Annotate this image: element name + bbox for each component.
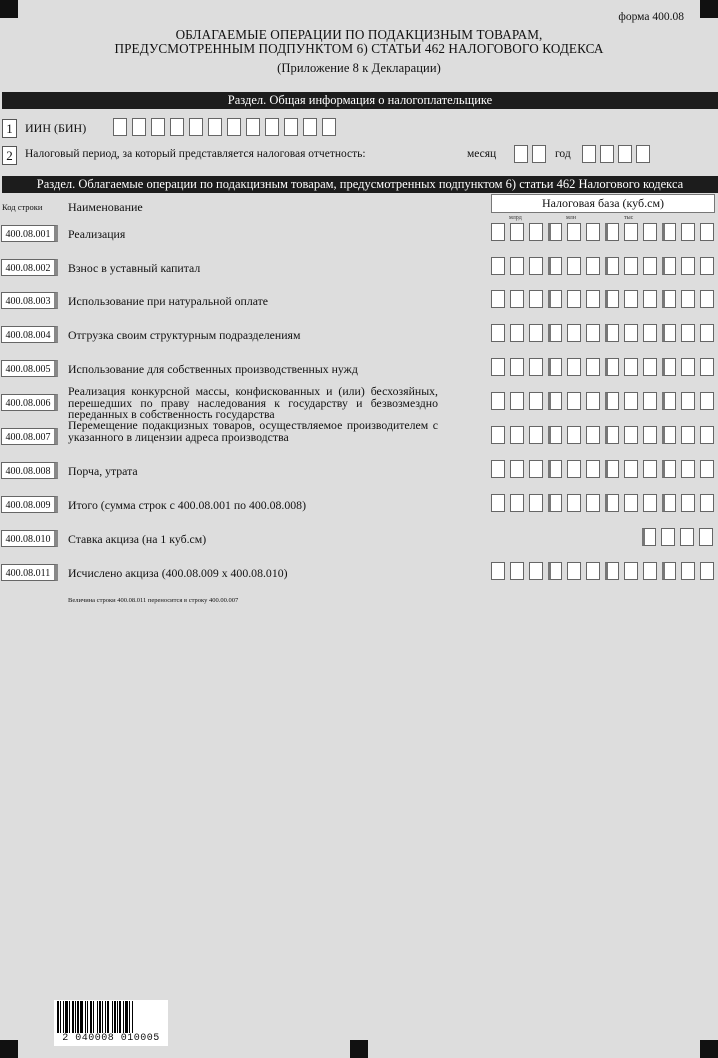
digit-cell[interactable] xyxy=(643,358,657,376)
digit-cell[interactable] xyxy=(529,392,543,410)
digit-cell[interactable] xyxy=(491,257,505,275)
barcode-bar xyxy=(117,1001,118,1033)
digit-cell[interactable] xyxy=(548,426,562,444)
form-title-line2: ПРЕДУСМОТРЕННЫМ ПОДПУНКТОМ 6) СТАТЬИ 462 НАЛОГОВОГО КОДЕКСА xyxy=(114,41,604,56)
digit-cell[interactable] xyxy=(586,562,600,580)
digit-cell[interactable] xyxy=(624,358,638,376)
row-label: Итого (сумма строк с 400.08.001 по 400.08.008) xyxy=(68,498,307,512)
digit-cell[interactable] xyxy=(662,426,676,444)
registration-mark xyxy=(700,0,718,18)
digit-cell[interactable] xyxy=(662,392,676,410)
digit-cell[interactable] xyxy=(662,494,676,512)
digit-cell[interactable] xyxy=(605,392,619,410)
digit-cell[interactable] xyxy=(700,358,714,376)
digit-cell[interactable] xyxy=(322,118,336,136)
digit-cell[interactable] xyxy=(643,460,657,478)
digit-cell[interactable] xyxy=(548,358,562,376)
digit-cell[interactable] xyxy=(600,145,614,163)
digit-cell[interactable] xyxy=(643,223,657,241)
digit-cell[interactable] xyxy=(491,392,505,410)
digit-cell[interactable] xyxy=(643,562,657,580)
digit-cell[interactable] xyxy=(643,324,657,342)
form-subtitle: (Приложение 8 к Декларации) xyxy=(277,61,441,75)
digit-cell[interactable] xyxy=(643,392,657,410)
digit-cell[interactable] xyxy=(605,460,619,478)
digit-cell[interactable] xyxy=(662,324,676,342)
digit-cell[interactable] xyxy=(643,257,657,275)
section-header-operations: Раздел. Облагаемые операции по подакцизным товарам, предусмотренных подпунктом 6) статьи 462 Налогового кодекса xyxy=(2,176,718,193)
barcode-bar xyxy=(80,1001,83,1033)
digit-cell[interactable] xyxy=(510,494,524,512)
barcode-bar xyxy=(65,1001,68,1033)
row-label: Использование для собственных производственных нужд xyxy=(68,362,358,376)
digit-cell[interactable] xyxy=(618,145,632,163)
barcode xyxy=(54,1000,168,1046)
barcode-bar xyxy=(60,1001,61,1033)
row-code: 400.08.006 xyxy=(1,394,58,411)
digit-cell[interactable] xyxy=(265,118,279,136)
digit-cell[interactable] xyxy=(491,426,505,444)
digit-cell[interactable] xyxy=(662,358,676,376)
row-code: 400.08.003 xyxy=(1,292,58,309)
digit-cell[interactable] xyxy=(284,118,298,136)
barcode-bar xyxy=(107,1001,109,1033)
digit-cell[interactable] xyxy=(510,562,524,580)
barcode-bar xyxy=(72,1001,74,1033)
row-code: 400.08.005 xyxy=(1,360,58,377)
digit-cell[interactable] xyxy=(567,223,581,241)
digit-cell[interactable] xyxy=(491,494,505,512)
digit-cell[interactable] xyxy=(624,562,638,580)
digit-cell[interactable] xyxy=(643,494,657,512)
digit-cell[interactable] xyxy=(662,562,676,580)
digit-cell[interactable] xyxy=(529,494,543,512)
digit-cell[interactable] xyxy=(567,358,581,376)
digit-cell[interactable] xyxy=(491,358,505,376)
column-header-code: Код строки xyxy=(2,202,43,212)
digit-cell[interactable] xyxy=(113,118,127,136)
digit-cell[interactable] xyxy=(529,358,543,376)
digit-cell[interactable] xyxy=(700,290,714,308)
digit-cell[interactable] xyxy=(548,494,562,512)
digit-cell[interactable] xyxy=(681,460,695,478)
row-code: 400.08.004 xyxy=(1,326,58,343)
digit-cell[interactable] xyxy=(662,290,676,308)
digit-cell[interactable] xyxy=(681,257,695,275)
digit-cell[interactable] xyxy=(624,392,638,410)
digit-cell[interactable] xyxy=(624,257,638,275)
column-header-name: Наименование xyxy=(68,200,143,214)
digit-cell[interactable] xyxy=(586,257,600,275)
digit-cell[interactable] xyxy=(208,118,222,136)
digit-cell[interactable] xyxy=(567,562,581,580)
digit-cell[interactable] xyxy=(567,494,581,512)
digit-cell[interactable] xyxy=(510,460,524,478)
barcode-bar xyxy=(119,1001,121,1033)
digit-cell[interactable] xyxy=(510,392,524,410)
digit-cell[interactable] xyxy=(605,494,619,512)
digit-cell[interactable] xyxy=(605,324,619,342)
digit-cell[interactable] xyxy=(605,257,619,275)
digit-cell[interactable] xyxy=(529,460,543,478)
row-code: 400.08.007 xyxy=(1,428,58,445)
digit-cell[interactable] xyxy=(586,460,600,478)
digit-cell[interactable] xyxy=(510,324,524,342)
registration-mark xyxy=(0,1040,18,1058)
digit-cell[interactable] xyxy=(491,460,505,478)
digit-cell[interactable] xyxy=(548,223,562,241)
iin-label: ИИН (БИН) xyxy=(25,121,87,135)
digit-cell[interactable] xyxy=(548,460,562,478)
row-code: 400.08.009 xyxy=(1,496,58,513)
unit-label-thousand: тыс xyxy=(624,215,634,221)
column-header-tax-base: Налоговая база (куб.см) xyxy=(491,194,715,213)
digit-cell[interactable] xyxy=(567,324,581,342)
digit-cell[interactable] xyxy=(624,426,638,444)
digit-cell[interactable] xyxy=(548,290,562,308)
digit-cell[interactable] xyxy=(605,290,619,308)
barcode-bar xyxy=(97,1001,98,1033)
digit-cell[interactable] xyxy=(491,324,505,342)
digit-cell[interactable] xyxy=(151,118,165,136)
section-header-general: Раздел. Общая информация о налогоплательщике xyxy=(2,92,718,109)
digit-cell[interactable] xyxy=(681,324,695,342)
digit-cell[interactable] xyxy=(680,528,694,546)
digit-cell[interactable] xyxy=(567,257,581,275)
digit-cell[interactable] xyxy=(514,145,528,163)
digit-cell[interactable] xyxy=(510,223,524,241)
year-label: год xyxy=(555,148,571,160)
digit-cell[interactable] xyxy=(582,145,596,163)
row-label: Порча, утрата xyxy=(68,464,138,478)
digit-cell[interactable] xyxy=(586,358,600,376)
digit-cell[interactable] xyxy=(700,426,714,444)
digit-cell[interactable] xyxy=(624,290,638,308)
row-label: Исчислено акциза (400.08.009 х 400.08.010) xyxy=(68,566,288,580)
barcode-bar xyxy=(112,1001,113,1033)
barcode-bar xyxy=(114,1001,116,1033)
digit-cell[interactable] xyxy=(567,426,581,444)
barcode-bar xyxy=(77,1001,79,1033)
digit-cell[interactable] xyxy=(681,358,695,376)
digit-cell[interactable] xyxy=(510,290,524,308)
digit-cell[interactable] xyxy=(510,358,524,376)
digit-cell[interactable] xyxy=(586,290,600,308)
registration-mark xyxy=(0,0,18,18)
digit-cell[interactable] xyxy=(529,257,543,275)
row-code: 400.08.002 xyxy=(1,259,58,276)
barcode-bar xyxy=(57,1001,59,1033)
barcode-bar xyxy=(129,1001,130,1033)
barcode-bar xyxy=(105,1001,106,1033)
digit-cell[interactable] xyxy=(681,223,695,241)
digit-cell[interactable] xyxy=(586,426,600,444)
digit-cell[interactable] xyxy=(548,324,562,342)
digit-cell[interactable] xyxy=(529,426,543,444)
form-title-line1: ОБЛАГАЕМЫЕ ОПЕРАЦИИ ПО ПОДАКЦИЗНЫМ ТОВАРАМ, xyxy=(175,27,543,42)
row-label: Использование при натуральной оплате xyxy=(68,294,269,308)
barcode-bar xyxy=(63,1001,64,1033)
digit-cell[interactable] xyxy=(510,257,524,275)
digit-cell[interactable] xyxy=(567,392,581,410)
digit-cell[interactable] xyxy=(246,118,260,136)
row-label: Отгрузка своим структурным подразделениям xyxy=(68,328,301,342)
digit-cell[interactable] xyxy=(700,494,714,512)
digit-cell[interactable] xyxy=(636,145,650,163)
digit-cell[interactable] xyxy=(700,562,714,580)
barcode-bar xyxy=(87,1001,88,1033)
digit-cell[interactable] xyxy=(491,562,505,580)
digit-cell[interactable] xyxy=(529,324,543,342)
digit-cell[interactable] xyxy=(624,223,638,241)
barcode-bar xyxy=(102,1001,103,1033)
unit-label-million: млн xyxy=(566,215,577,221)
digit-cell[interactable] xyxy=(662,460,676,478)
digit-cell[interactable] xyxy=(189,118,203,136)
row-code: 400.08.011 xyxy=(1,564,58,581)
digit-cell[interactable] xyxy=(662,257,676,275)
row-code: 400.08.008 xyxy=(1,462,58,479)
field-number: 1 xyxy=(2,119,17,138)
digit-cell[interactable] xyxy=(532,145,546,163)
row-label: Взнос в уставный капитал xyxy=(68,261,201,275)
digit-cell[interactable] xyxy=(586,392,600,410)
digit-cell[interactable] xyxy=(700,257,714,275)
barcode-bar xyxy=(69,1001,70,1033)
row-code: 400.08.010 xyxy=(1,530,58,547)
row-label: Реализация конкурсной массы, конфискованных и (или) бесхозяйных, перешедших по праву наследования к государству и безвозмездно переданных в собственность государства xyxy=(68,384,438,421)
digit-cell[interactable] xyxy=(529,223,543,241)
digit-cell[interactable] xyxy=(642,528,656,546)
digit-cell[interactable] xyxy=(170,118,184,136)
barcode-bar xyxy=(85,1001,86,1033)
field-number: 2 xyxy=(2,146,17,165)
digit-cell[interactable] xyxy=(303,118,317,136)
period-label: Налоговый период, за который представляется налоговая отчетность: xyxy=(25,148,366,160)
digit-cell[interactable] xyxy=(681,562,695,580)
digit-cell[interactable] xyxy=(700,392,714,410)
digit-cell[interactable] xyxy=(491,290,505,308)
digit-cell[interactable] xyxy=(567,290,581,308)
digit-cell[interactable] xyxy=(510,426,524,444)
digit-cell[interactable] xyxy=(567,460,581,478)
barcode-bar xyxy=(90,1001,92,1033)
digit-cell[interactable] xyxy=(661,528,675,546)
digit-cell[interactable] xyxy=(605,223,619,241)
form-number: форма 400.08 xyxy=(618,11,684,23)
barcode-bar xyxy=(132,1001,133,1033)
registration-mark xyxy=(700,1040,718,1058)
row-label: Перемещение подакцизных товаров, осуществляемое производителем с указанного в лицензии адреса производства xyxy=(68,418,438,444)
digit-cell[interactable] xyxy=(643,290,657,308)
row-code: 400.08.001 xyxy=(1,225,58,242)
digit-cell[interactable] xyxy=(681,392,695,410)
digit-cell[interactable] xyxy=(605,358,619,376)
digit-cell[interactable] xyxy=(548,562,562,580)
barcode-bar xyxy=(125,1001,128,1033)
digit-cell[interactable] xyxy=(605,426,619,444)
digit-cell[interactable] xyxy=(681,426,695,444)
digit-cell[interactable] xyxy=(624,324,638,342)
row-label: Ставка акциза (на 1 куб.см) xyxy=(68,532,207,546)
digit-cell[interactable] xyxy=(586,324,600,342)
digit-cell[interactable] xyxy=(681,494,695,512)
digit-cell[interactable] xyxy=(132,118,146,136)
digit-cell[interactable] xyxy=(624,460,638,478)
barcode-bar xyxy=(123,1001,124,1033)
digit-cell[interactable] xyxy=(699,528,713,546)
digit-cell[interactable] xyxy=(605,562,619,580)
registration-mark xyxy=(350,1040,368,1058)
digit-cell[interactable] xyxy=(586,494,600,512)
barcode-bar xyxy=(75,1001,76,1033)
barcode-bar xyxy=(93,1001,94,1033)
digit-cell[interactable] xyxy=(700,460,714,478)
digit-cell[interactable] xyxy=(643,426,657,444)
footnote: Величина строки 400.08.011 переносится в строку 400.00.007 xyxy=(68,597,239,604)
month-label: месяц xyxy=(467,148,497,160)
digit-cell[interactable] xyxy=(624,494,638,512)
digit-cell[interactable] xyxy=(586,223,600,241)
row-label: Реализация xyxy=(68,227,126,241)
digit-cell[interactable] xyxy=(548,392,562,410)
digit-cell[interactable] xyxy=(529,290,543,308)
digit-cell[interactable] xyxy=(548,257,562,275)
digit-cell[interactable] xyxy=(491,223,505,241)
barcode-number: 2 040008 010005 xyxy=(62,1033,160,1044)
digit-cell[interactable] xyxy=(529,562,543,580)
digit-cell[interactable] xyxy=(227,118,241,136)
digit-cell[interactable] xyxy=(700,324,714,342)
unit-label-billion: млрд xyxy=(509,215,522,221)
barcode-bar xyxy=(99,1001,101,1033)
digit-cell[interactable] xyxy=(700,223,714,241)
digit-cell[interactable] xyxy=(662,223,676,241)
digit-cell[interactable] xyxy=(681,290,695,308)
